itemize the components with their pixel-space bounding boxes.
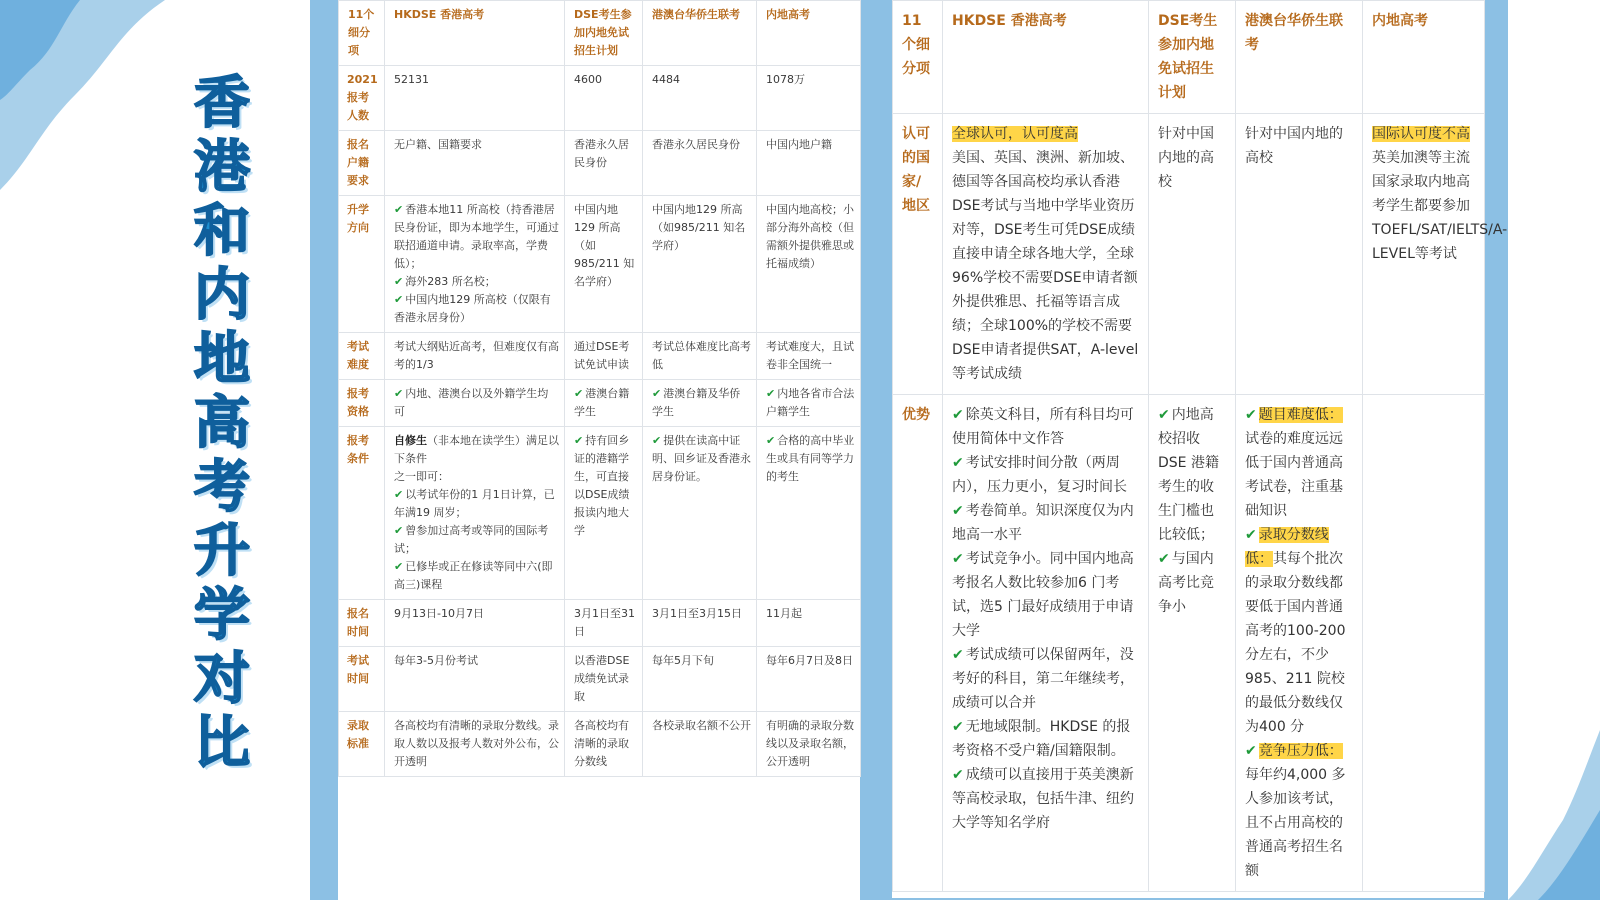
advantage-item bbox=[952, 499, 1140, 547]
table-cell bbox=[565, 647, 643, 712]
highlight-text: 国际认可度不高 bbox=[1372, 126, 1470, 142]
table-row bbox=[339, 333, 861, 380]
cell-line: 各校录取名额不公开 bbox=[652, 719, 751, 732]
cell-line: 52131 bbox=[394, 73, 429, 86]
cell-line: 11月起 bbox=[766, 607, 802, 620]
advantage-item bbox=[952, 763, 1140, 835]
check-icon: ✔ bbox=[952, 455, 964, 471]
table-cell bbox=[943, 395, 1149, 892]
table-header-row bbox=[893, 1, 1485, 114]
cell-line: ✔ 内地、港澳台以及外籍学生均可 bbox=[394, 387, 549, 418]
table-cell bbox=[643, 712, 757, 777]
comparison-panel-right bbox=[870, 0, 1508, 900]
column-header: HKDSE 香港高考 bbox=[385, 1, 565, 66]
row-label: 升学方向 bbox=[339, 196, 385, 333]
cell-line: ✔ 港澳台籍及华侨学生 bbox=[652, 387, 741, 418]
table-cell bbox=[643, 131, 757, 196]
check-icon: ✔ bbox=[394, 387, 404, 400]
comparison-table-right bbox=[892, 0, 1508, 892]
check-icon: ✔ bbox=[394, 293, 404, 306]
table-cell bbox=[385, 647, 565, 712]
title-char: 升 bbox=[194, 519, 250, 584]
cell-line: 各高校均有清晰的录取分数线 bbox=[574, 719, 629, 768]
table-cell bbox=[385, 380, 565, 427]
row-label: 报名时间 bbox=[339, 600, 385, 647]
row-label: 录取标准 bbox=[339, 712, 385, 777]
check-icon: ✔ bbox=[766, 434, 776, 447]
table-row-recognition bbox=[893, 114, 1485, 395]
table-row bbox=[339, 712, 861, 777]
cell-line: 香港永久居民身份 bbox=[574, 138, 629, 169]
table-cell bbox=[757, 131, 861, 196]
table-cell bbox=[385, 66, 565, 131]
table-cell bbox=[385, 427, 565, 600]
table-cell bbox=[757, 427, 861, 600]
table-cell bbox=[565, 196, 643, 333]
title-char: 对 bbox=[194, 647, 250, 712]
check-icon: ✔ bbox=[574, 434, 584, 447]
table-cell bbox=[757, 712, 861, 777]
cell-line: 3月1日至3月15日 bbox=[652, 607, 742, 620]
table-row bbox=[339, 196, 861, 333]
table-cell bbox=[385, 131, 565, 196]
title-char: 比 bbox=[194, 711, 250, 776]
cell-line: 4484 bbox=[652, 73, 680, 86]
title-char: 内 bbox=[194, 263, 250, 328]
column-header: 港澳台华侨生联考 bbox=[643, 1, 757, 66]
row-label: 考试难度 bbox=[339, 333, 385, 380]
check-icon: ✔ bbox=[394, 275, 404, 288]
table-cell bbox=[385, 196, 565, 333]
check-icon: ✔ bbox=[394, 488, 404, 501]
cell-line: 考试难度大，且试卷非全国统一 bbox=[766, 340, 854, 371]
table-cell bbox=[565, 600, 643, 647]
check-icon: ✔ bbox=[766, 387, 776, 400]
column-header: 11个细分项 bbox=[339, 1, 385, 66]
table-cell bbox=[757, 647, 861, 712]
check-icon: ✔ bbox=[952, 719, 964, 735]
advantage-item bbox=[1245, 739, 1354, 883]
row-label: 考试时间 bbox=[339, 647, 385, 712]
check-icon: ✔ bbox=[952, 647, 964, 663]
column-header: DSE考生参加内地免试招生计划 bbox=[1149, 1, 1236, 114]
row-label: 报考资格 bbox=[339, 380, 385, 427]
table-cell bbox=[385, 600, 565, 647]
check-icon: ✔ bbox=[952, 551, 964, 567]
cell-line: 每年3-5月份考试 bbox=[394, 654, 478, 667]
row-label: 优势 bbox=[893, 395, 943, 892]
cell-line: 每年5月下旬 bbox=[652, 654, 714, 667]
cell-line: ✔ 合格的高中毕业生或具有同等学力的考生 bbox=[766, 434, 855, 483]
table-cell bbox=[1149, 395, 1236, 892]
cell-line: 中国内地129 所高（如985/211 知名学府） bbox=[574, 203, 635, 288]
column-header: HKDSE 香港高考 bbox=[943, 1, 1149, 114]
check-icon: ✔ bbox=[652, 387, 662, 400]
title-char: 港 bbox=[194, 135, 250, 200]
advantage-item bbox=[952, 547, 1140, 643]
cell-line: 香港永久居民身份 bbox=[652, 138, 740, 151]
table-row bbox=[339, 380, 861, 427]
check-icon: ✔ bbox=[394, 560, 404, 573]
column-header: DSE考生参加内地免试招生计划 bbox=[565, 1, 643, 66]
advantage-text: 除英文科目，所有科目均可使用简体中文作答 bbox=[952, 407, 1134, 447]
check-icon: ✔ bbox=[952, 767, 964, 783]
cell-line: 无户籍、国籍要求 bbox=[394, 138, 482, 151]
cell-line: 考试总体难度比高考低 bbox=[652, 340, 751, 371]
check-icon: ✔ bbox=[1245, 743, 1257, 759]
cell-line: 中国内地户籍 bbox=[766, 138, 832, 151]
advantage-text: 与国内高考比竞争小 bbox=[1158, 551, 1214, 615]
advantage-text: 每年约4,000 多人参加该考试，且不占用高校的普通高考招生名额 bbox=[1245, 767, 1346, 879]
check-icon: ✔ bbox=[574, 387, 584, 400]
table-row bbox=[339, 647, 861, 712]
title-char: 香 bbox=[194, 71, 250, 136]
table-cell bbox=[1236, 395, 1363, 892]
cell-line: 中国内地高校；小部分海外高校（但需额外提供雅思或托福成绩） bbox=[766, 203, 854, 270]
column-header: 内地高考 bbox=[1363, 1, 1485, 114]
cell-line: ✔ 提供在读高中证明、回乡证及香港永居身份证。 bbox=[652, 434, 751, 483]
check-icon: ✔ bbox=[1245, 407, 1257, 423]
cell-line: ✔ 中国内地129 所高校（仅限有香港永居身份） bbox=[394, 293, 551, 324]
advantage-item bbox=[952, 715, 1140, 763]
table-cell bbox=[757, 196, 861, 333]
table-cell bbox=[385, 333, 565, 380]
table-row bbox=[339, 600, 861, 647]
cell-line: 4600 bbox=[574, 73, 602, 86]
cell-line: ✔ 持有回乡证的港籍学生，可直接以DSE成绩报读内地大学 bbox=[574, 434, 630, 537]
cell-line: ✔ 曾参加过高考或等同的国际考试； bbox=[394, 524, 549, 555]
table-cell bbox=[643, 66, 757, 131]
cell-line: 1078万 bbox=[766, 73, 805, 86]
table-cell bbox=[943, 114, 1149, 395]
cell-line: 每年6月7日及8日 bbox=[766, 654, 853, 667]
cell-line: 通过DSE考试免试申读 bbox=[574, 340, 630, 371]
cell-text: 英美加澳等主流国家录取内地高考学生都要参加TOEFL/SAT/IELTS/A-LEVEL等考试 bbox=[1372, 150, 1508, 262]
table-cell bbox=[1363, 114, 1508, 395]
cell-line: 中国内地129 所高（如985/211 知名学府） bbox=[652, 203, 746, 252]
table-cell bbox=[643, 647, 757, 712]
table-cell bbox=[757, 600, 861, 647]
advantage-item bbox=[1158, 403, 1227, 547]
table-row bbox=[339, 131, 861, 196]
table-cell bbox=[643, 380, 757, 427]
table-row-advantages bbox=[893, 395, 1485, 892]
check-icon: ✔ bbox=[1158, 407, 1170, 423]
check-icon: ✔ bbox=[394, 524, 404, 537]
cell-line: ✔ 内地各省市合法户籍学生 bbox=[766, 387, 855, 418]
column-header: 港澳台华侨生联考 bbox=[1236, 1, 1363, 114]
row-label: 报名户籍要求 bbox=[339, 131, 385, 196]
table-cell: 针对中国内地的高校 bbox=[1149, 114, 1236, 395]
table-cell bbox=[565, 427, 643, 600]
bold-text: 自修生 bbox=[394, 434, 427, 447]
check-icon: ✔ bbox=[394, 203, 404, 216]
background-wave-top-left bbox=[0, 0, 170, 200]
column-header: 内地高考 bbox=[757, 1, 861, 66]
cell-line: ✔ 香港本地11 所高校（持香港居民身份证，即为本地学生，可通过联招通道申请。录取率高，学费低）； bbox=[394, 203, 559, 270]
check-icon: ✔ bbox=[952, 503, 964, 519]
title-char: 和 bbox=[194, 199, 250, 264]
comparison-table-left bbox=[338, 0, 861, 777]
highlight-text: 题目难度低： bbox=[1258, 407, 1343, 423]
advantage-text: 内地高校招收DSE 港籍考生的收生门槛也比较低； bbox=[1158, 407, 1219, 543]
advantage-text: 考试成绩可以保留两年，没考好的科目，第二年继续考，成绩可以合并 bbox=[952, 647, 1134, 711]
advantage-text: 无地域限制。HKDSE 的报考资格不受户籍/国籍限制。 bbox=[952, 719, 1131, 759]
highlight-text: 竞争压力低： bbox=[1258, 743, 1343, 759]
page-title bbox=[182, 72, 262, 776]
advantage-item bbox=[1245, 403, 1354, 523]
title-char: 高 bbox=[194, 391, 250, 456]
title-char: 考 bbox=[194, 455, 250, 520]
highlight-text: 全球认可，认可度高 bbox=[952, 126, 1078, 142]
table-header-row bbox=[339, 1, 861, 66]
advantage-text: 考试安排时间分散（两周内），压力更小，复习时间长 bbox=[952, 455, 1127, 495]
background-wave-bottom-right bbox=[1508, 730, 1600, 900]
title-char: 地 bbox=[194, 327, 250, 392]
table-cell bbox=[757, 380, 861, 427]
cell-line: 考试大纲贴近高考，但难度仅有高考的1/3 bbox=[394, 340, 559, 371]
check-icon: ✔ bbox=[652, 434, 662, 447]
table-cell bbox=[565, 712, 643, 777]
cell-line: ✔ 港澳台籍学生 bbox=[574, 387, 630, 418]
cell-line: 以香港DSE成绩免试录取 bbox=[574, 654, 630, 703]
row-label: 报考条件 bbox=[339, 427, 385, 600]
advantage-item bbox=[952, 643, 1140, 715]
advantage-text: 试卷的难度远远低于国内普通高考试卷，注重基础知识 bbox=[1245, 431, 1343, 519]
cell-line: 3月1日至31日 bbox=[574, 607, 635, 638]
advantage-item bbox=[952, 403, 1140, 451]
cell-line: 自修生（非本地在读学生）满足以下条件 bbox=[394, 434, 559, 465]
row-label: 2021报考人数 bbox=[339, 66, 385, 131]
table-cell bbox=[385, 712, 565, 777]
table-cell bbox=[643, 333, 757, 380]
cell-line: ✔ 以考试年份的1 月1日计算，已年满19 周岁； bbox=[394, 488, 555, 519]
title-char: 学 bbox=[194, 583, 250, 648]
cell-line: ✔ 已修毕或正在修读等同中六(即高三)课程 bbox=[394, 560, 553, 591]
table-cell bbox=[643, 427, 757, 600]
cell-line: 9月13日-10月7日 bbox=[394, 607, 484, 620]
table-cell: 针对中国内地的高校 bbox=[1236, 114, 1363, 395]
table-cell bbox=[565, 333, 643, 380]
table-cell bbox=[757, 66, 861, 131]
cell-line: 有明确的录取分数线以及录取名额，公开透明 bbox=[766, 719, 854, 768]
cell-line: 之一即可： bbox=[394, 470, 449, 483]
table-cell bbox=[565, 66, 643, 131]
check-icon: ✔ bbox=[1245, 527, 1257, 543]
advantage-text: 考试竞争小。同中国内地高考报名人数比较参加6 门考试，选5 门最好成绩用于申请大学 bbox=[952, 551, 1134, 639]
highlight-text: 录取分数线低： bbox=[1245, 527, 1329, 567]
cell-text: 美国、英国、澳洲、新加坡、德国等各国高校均承认香港DSE考试与当地中学毕业资历对等，DSE考生可凭DSE成绩直接申请全球各地大学，全球96%学校不需要DSE申请者额外提供雅思、托福等语言成绩；全球100%的学校不需要DSE申请者提供SAT，A-level等考试成绩 bbox=[952, 150, 1139, 382]
table-row bbox=[339, 66, 861, 131]
advantage-item bbox=[952, 451, 1140, 499]
table-cell bbox=[643, 196, 757, 333]
table-cell bbox=[565, 131, 643, 196]
cell-line: ✔ 海外283 所名校； bbox=[394, 275, 496, 288]
table-cell bbox=[757, 333, 861, 380]
comparison-panel-left bbox=[310, 0, 880, 900]
table-row bbox=[339, 427, 861, 600]
advantage-item bbox=[1245, 523, 1354, 739]
table-cell bbox=[643, 600, 757, 647]
advantage-text: 其每个批次的录取分数线都要低于国内普通高考的100-200 分左右，不少985、211 院校的最低分数线仅为400 分 bbox=[1245, 551, 1346, 735]
table-cell bbox=[1363, 395, 1485, 892]
advantage-item bbox=[1158, 547, 1227, 619]
advantage-text: 考卷简单。知识深度仅为内地高一水平 bbox=[952, 503, 1134, 543]
cell-line: 各高校均有清晰的录取分数线。录取人数以及报考人数对外公布，公开透明 bbox=[394, 719, 559, 768]
row-label: 认可的国家/地区 bbox=[893, 114, 943, 395]
advantage-text: 成绩可以直接用于英美澳新等高校录取，包括牛津、纽约大学等知名学府 bbox=[952, 767, 1134, 831]
table-cell bbox=[565, 380, 643, 427]
check-icon: ✔ bbox=[952, 407, 964, 423]
check-icon: ✔ bbox=[1158, 551, 1170, 567]
column-header: 11个细分项 bbox=[893, 1, 943, 114]
